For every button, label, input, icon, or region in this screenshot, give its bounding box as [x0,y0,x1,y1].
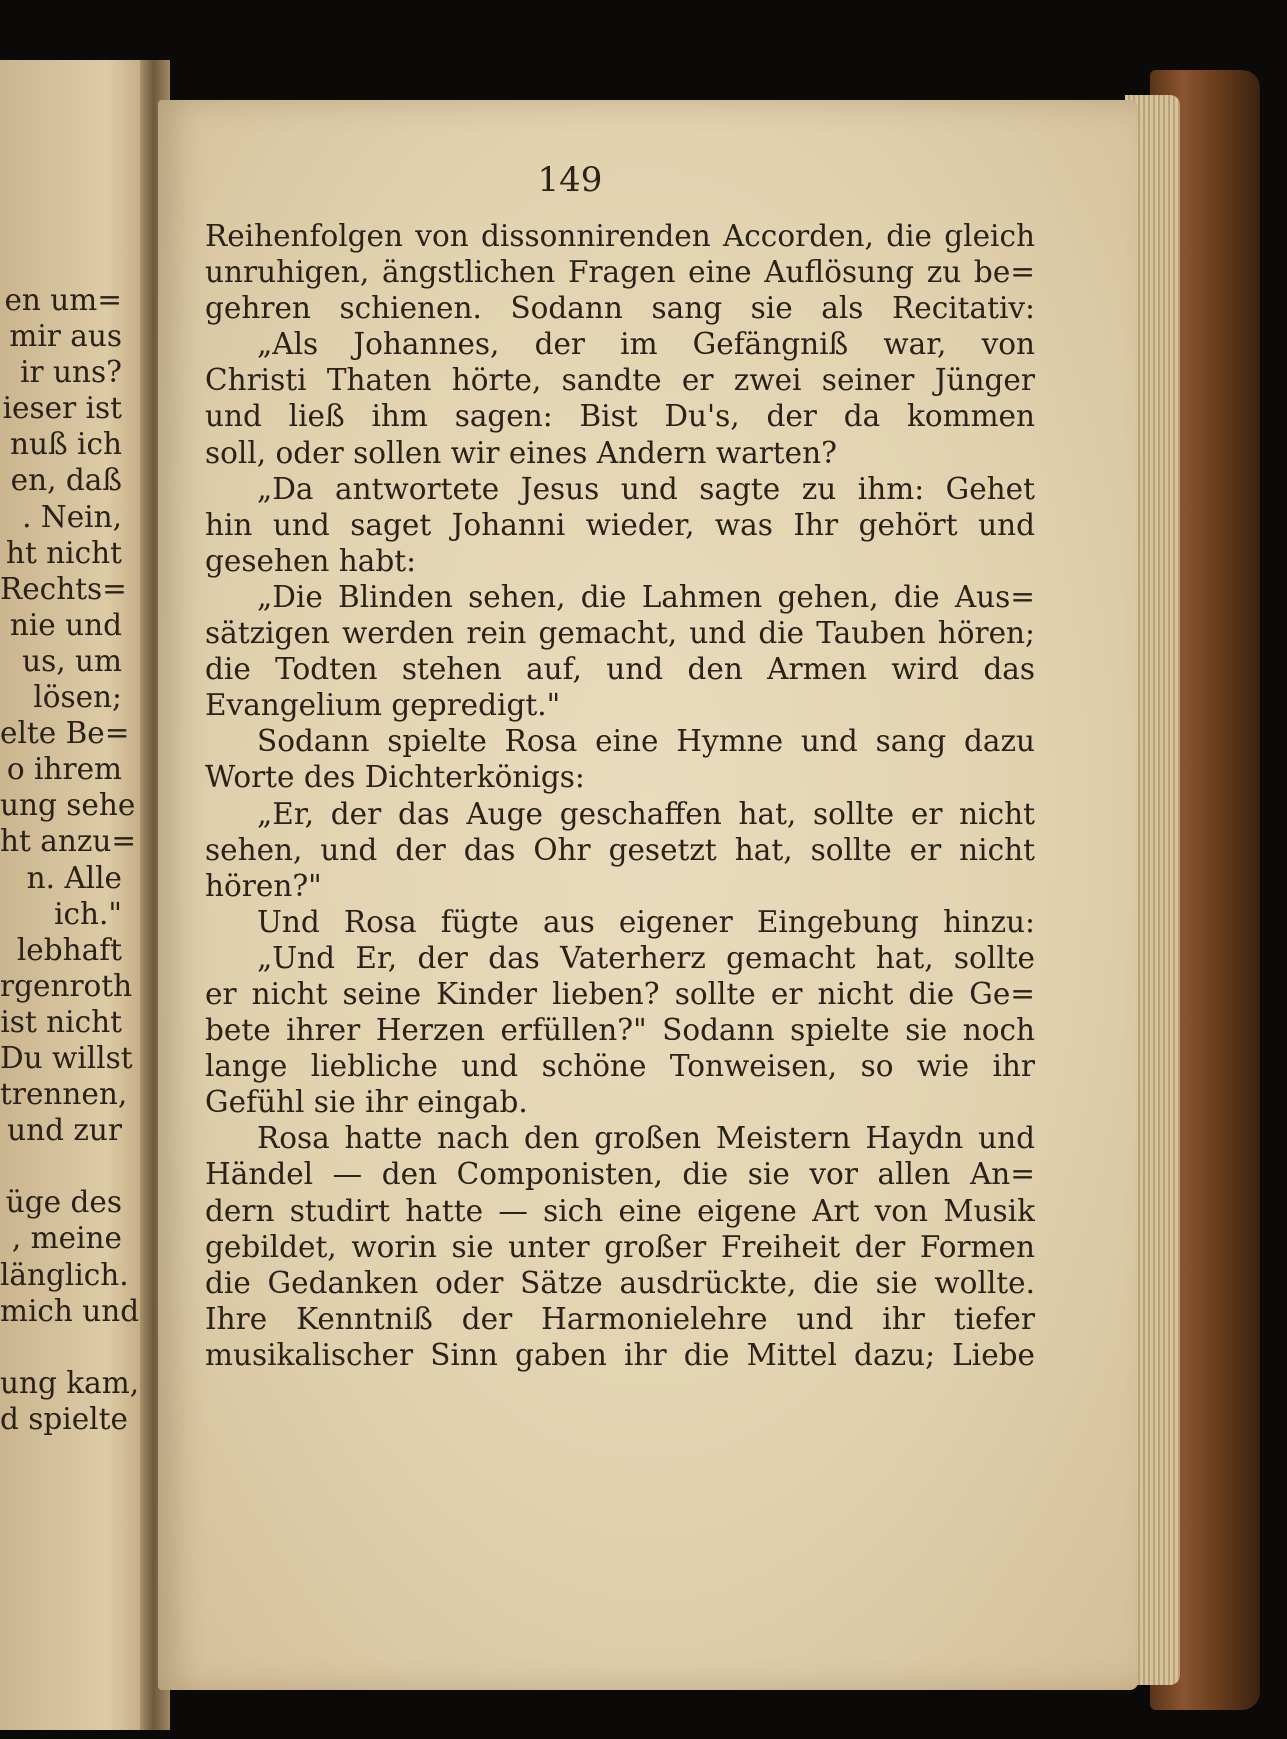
left-text-fragment: d spielte [0,1401,128,1436]
left-text-fragment: ung sehe [0,788,136,823]
text-line: hören?" [205,868,322,903]
left-text-fragment: mir aus [9,319,122,354]
left-text-fragment: und zur [7,1113,122,1148]
text-line: Ihre Kenntniß der Harmonielehre und ihr tiefer [205,1301,1035,1336]
text-line: er nicht seine Kinder lieben? sollte er nicht die Ge= [205,976,1035,1011]
text-line: unruhigen, ängstlichen Fragen eine Auflösung zu be= [205,255,1035,290]
text-line: „Da antwortete Jesus und sagte zu ihm: Gehet [257,471,1035,506]
left-text-fragment: ich." [54,896,122,931]
text-line: Rosa hatte nach den großen Meistern Haydn und [257,1121,1035,1156]
text-line: sätzigen werden rein gemacht, und die Tauben hören; [205,616,1035,651]
left-text-fragment: trennen, [0,1077,128,1112]
text-line: gebildet, worin sie unter großer Freiheit der Formen [205,1229,1035,1264]
left-text-fragment: , meine [11,1221,122,1256]
left-text-fragment: lebhaft [16,932,122,967]
left-text-fragment: ist nicht [0,1004,122,1039]
text-line: soll, oder sollen wir eines Andern warten? [205,435,837,470]
left-text-fragment: Du willst [0,1040,133,1075]
text-line: die Gedanken oder Sätze ausdrückte, die sie wollte. [205,1265,1035,1300]
text-line: gehren schienen. Sodann sang sie als Recitativ: [205,291,1035,326]
text-line: „Und Er, der das Vaterherz gemacht hat, sollte [257,940,1035,975]
left-text-fragment: lösen; [33,680,122,715]
text-line: Evangelium gepredigt." [205,688,561,723]
left-text-fragment: o ihrem [6,752,122,787]
left-page [0,60,152,1730]
left-text-fragment: ht anzu= [0,824,137,859]
left-text-fragment: elte Be= [0,716,130,751]
left-text-fragment [0,1148,140,1184]
text-line: Sodann spielte Rosa eine Hymne und sang dazu [257,724,1035,759]
text-line: „Er, der das Auge geschaffen hat, sollte er nicht [257,796,1035,831]
left-text-fragment: n. Alle [26,860,122,895]
left-text-fragment: ieser ist [2,391,122,426]
left-text-fragment: Rechts= [0,571,127,606]
text-line: lange liebliche und schöne Tonweisen, so wie ihr [205,1049,1035,1084]
text-line: Christi Thaten hörte, sandte er zwei seiner Jünger [205,363,1035,398]
text-line: die Todten stehen auf, und den Armen wird das [205,652,1035,687]
page-number: 149 [537,160,603,200]
left-text-fragment: länglich. [0,1257,129,1292]
left-text-fragment: nie und [9,607,122,642]
text-line: und ließ ihm sagen: Bist Du's, der da kommen [205,399,1035,434]
text-line: „Die Blinden sehen, die Lahmen gehen, die Aus= [257,579,1035,614]
left-text-fragment: üge des [5,1185,122,1220]
text-line: dern studirt hatte — sich eine eigene Art von Musik [205,1193,1035,1228]
text-line: Händel — den Componisten, die sie vor allen An= [205,1157,1035,1192]
left-text-fragment: us, um [22,643,122,678]
text-line: bete ihrer Herzen erfüllen?" Sodann spielte sie noch [205,1013,1035,1048]
left-text-fragment: nuß ich [9,427,122,462]
text-line: Worte des Dichterkönigs: [205,760,585,795]
text-line: „Als Johannes, der im Gefängniß war, von [257,327,1035,362]
left-text-fragment: en, daß [10,463,122,498]
text-line: hin und saget Johanni wieder, was Ihr gehört und [205,507,1035,542]
right-page-text [205,218,1035,1518]
left-text-fragment: ung kam, [0,1365,140,1400]
text-line: gesehen habt: [205,543,417,578]
left-text-fragment [0,1329,140,1365]
left-page-text [0,282,140,1739]
left-text-fragment: ir uns? [20,355,122,390]
left-text-fragment: ht nicht [5,535,122,570]
text-line: musikalischer Sinn gaben ihr die Mittel dazu; Liebe [205,1337,1035,1372]
left-text-fragment: . Nein, [22,499,122,534]
text-line: Gefühl sie ihr eingab. [205,1085,528,1120]
text-line: sehen, und der das Ohr gesetzt hat, sollte er nicht [205,832,1035,867]
left-text-fragment: rgenroth [0,968,133,1003]
left-text-fragment: en um= [4,283,122,317]
text-line: Reihenfolgen von dissonnirenden Accorden, die gleich [205,219,1035,253]
text-line: Und Rosa fügte aus eigener Eingebung hinzu: [257,904,1035,939]
left-text-fragment: mich und [0,1293,140,1328]
